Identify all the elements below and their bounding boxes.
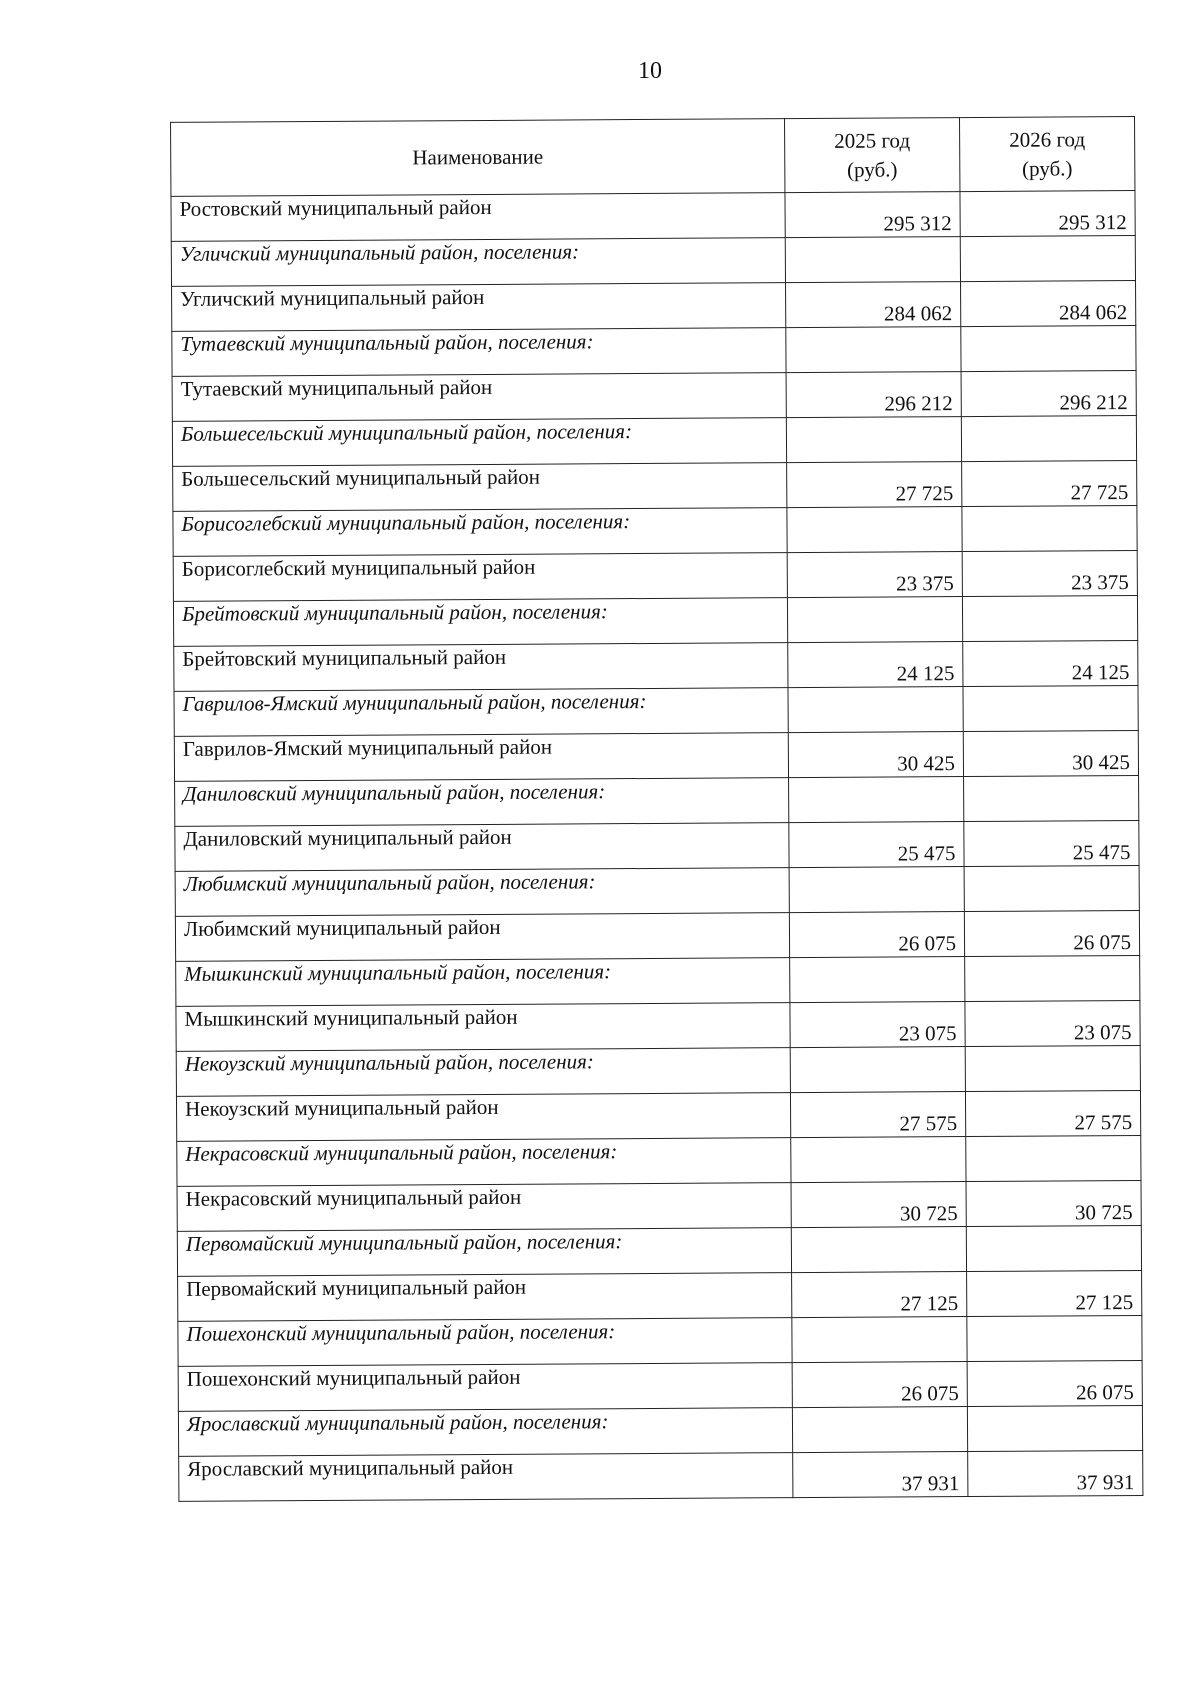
row-value-2025: [790, 957, 965, 1003]
table-row: [172, 281, 1136, 332]
row-value-2025: 296 212: [786, 372, 961, 418]
row-value-2025: [789, 867, 964, 913]
row-name: Первомайский муниципальный район: [178, 1273, 792, 1322]
row-name: Пошехонский муниципальный район: [178, 1363, 792, 1412]
row-value-2026: [965, 1045, 1140, 1091]
row-value-2026: 27 725: [962, 460, 1137, 506]
table-row: [172, 370, 1136, 421]
row-value-2025: [788, 687, 963, 733]
row-value-2025: [787, 507, 962, 553]
row-name: Некоузский муниципальный район: [176, 1093, 790, 1142]
row-value-2025: 27 575: [790, 1092, 965, 1138]
row-name: Первомайский муниципальный район, поселения:: [177, 1228, 791, 1277]
table-row-subheading: [177, 1135, 1141, 1186]
table-row-subheading: [172, 325, 1136, 376]
row-value-2026: [966, 1135, 1141, 1181]
row-value-2026: 296 212: [961, 370, 1136, 416]
table-row-subheading: [176, 955, 1140, 1006]
row-value-2026: [961, 415, 1136, 461]
row-name: Пошехонский муниципальный район, поселения:: [178, 1318, 792, 1367]
header-name: [171, 119, 785, 197]
row-value-2025: 23 375: [787, 552, 962, 598]
row-value-2026: [966, 1225, 1141, 1271]
row-value-2026: 23 375: [962, 550, 1137, 596]
row-name: Тутаевский муниципальный район: [172, 373, 786, 422]
row-name: Ростовский муниципальный район: [171, 193, 785, 242]
header-year-2025-label: 2025 год: [834, 128, 911, 153]
table-row: [173, 550, 1137, 601]
row-name: Борисоглебский муниципальный район: [173, 553, 787, 602]
row-name: Гаврилов-Ямский муниципальный район, поселения:: [174, 688, 788, 737]
row-value-2026: 37 931: [968, 1450, 1143, 1496]
row-value-2025: 30 425: [788, 732, 963, 778]
table-row-subheading: [174, 685, 1138, 736]
row-name: Тутаевский муниципальный район, поселения:: [172, 328, 786, 377]
row-name: Любимский муниципальный район, поселения:: [175, 868, 789, 917]
row-value-2025: 284 062: [786, 282, 961, 328]
table-row: [173, 460, 1137, 511]
row-value-2026: [967, 1405, 1142, 1451]
row-name: Угличский муниципальный район, поселения:: [171, 238, 785, 287]
table-row: [175, 820, 1139, 871]
table-row: [178, 1360, 1142, 1411]
row-value-2025: 23 075: [790, 1002, 965, 1048]
row-value-2026: [961, 325, 1136, 371]
row-value-2026: [962, 505, 1137, 551]
header-row: [171, 117, 1135, 197]
header-year-2026-unit: (руб.): [1022, 155, 1073, 181]
table-row-subheading: [175, 865, 1139, 916]
table-row-subheading: [171, 236, 1135, 287]
row-name: Некрасовский муниципальный район: [177, 1183, 791, 1232]
row-value-2026: [964, 865, 1139, 911]
row-value-2025: 27 125: [792, 1272, 967, 1318]
row-value-2026: 30 425: [963, 730, 1138, 776]
row-name: Ярославский муниципальный район: [179, 1453, 793, 1502]
row-value-2026: [963, 685, 1138, 731]
row-value-2026: 26 075: [967, 1360, 1142, 1406]
row-value-2025: [787, 597, 962, 643]
table-row-subheading: [175, 775, 1139, 826]
row-value-2026: [964, 775, 1139, 821]
header-name-label: Наименование: [412, 144, 544, 170]
header-year-2026: [960, 117, 1135, 192]
row-name: Даниловский муниципальный район, поселения:: [175, 778, 789, 827]
row-value-2026: 30 725: [966, 1180, 1141, 1226]
row-value-2026: 26 075: [964, 910, 1139, 956]
table-row: [171, 191, 1135, 242]
table-header: [171, 117, 1135, 197]
table-body: [171, 191, 1143, 1502]
row-value-2025: 37 931: [793, 1452, 968, 1498]
table-row-subheading: [173, 595, 1137, 646]
row-value-2025: [786, 417, 961, 463]
header-year-2025: [785, 118, 960, 193]
row-name: Борисоглебский муниципальный район, поселения:: [173, 508, 787, 557]
row-value-2026: [960, 236, 1135, 282]
row-name: Даниловский муниципальный район: [175, 823, 789, 872]
table-row: [175, 910, 1139, 961]
row-value-2025: [790, 1047, 965, 1093]
header-year-2026-label: 2026 год: [1009, 127, 1086, 152]
row-name: Некрасовский муниципальный район, поселения:: [177, 1138, 791, 1187]
row-value-2025: [792, 1317, 967, 1363]
row-value-2026: 284 062: [961, 281, 1136, 327]
page-number: 10: [638, 58, 662, 84]
table-row: [179, 1450, 1143, 1501]
row-value-2025: 24 125: [788, 642, 963, 688]
row-name: Мышкинский муниципальный район: [176, 1003, 790, 1052]
table-row-subheading: [177, 1225, 1141, 1276]
table-row-subheading: [178, 1315, 1142, 1366]
row-value-2025: [789, 777, 964, 823]
row-value-2025: 30 725: [791, 1182, 966, 1228]
table-row: [177, 1180, 1141, 1231]
row-value-2026: 295 312: [960, 191, 1135, 237]
table-row: [178, 1270, 1142, 1321]
row-name: Гаврилов-Ямский муниципальный район: [174, 733, 788, 782]
table-row: [176, 1090, 1140, 1141]
table-row-subheading: [172, 415, 1136, 466]
row-name: Большесельский муниципальный район, поселения:: [172, 418, 786, 467]
table-row-subheading: [176, 1045, 1140, 1096]
row-name: Брейтовский муниципальный район: [174, 643, 788, 692]
row-value-2025: 25 475: [789, 822, 964, 868]
table-row-subheading: [178, 1405, 1142, 1456]
row-value-2026: 27 575: [965, 1090, 1140, 1136]
row-value-2026: 25 475: [964, 820, 1139, 866]
table-row: [176, 1000, 1140, 1051]
row-name: Брейтовский муниципальный район, поселения:: [173, 598, 787, 647]
row-value-2026: 23 075: [965, 1000, 1140, 1046]
row-name: Ярославский муниципальный район, поселения:: [178, 1408, 792, 1457]
row-value-2025: [786, 327, 961, 373]
row-name: Угличский муниципальный район: [172, 283, 786, 332]
table-row: [174, 640, 1138, 691]
header-year-2025-unit: (руб.): [847, 156, 898, 182]
row-value-2025: [791, 1137, 966, 1183]
row-value-2025: [785, 237, 960, 283]
row-value-2025: 295 312: [785, 192, 960, 238]
allocation-table: [170, 116, 1143, 1502]
row-name: Большесельский муниципальный район: [173, 463, 787, 512]
row-name: Некоузский муниципальный район, поселения:: [176, 1048, 790, 1097]
row-value-2026: [965, 955, 1140, 1001]
row-name: Мышкинский муниципальный район, поселения:: [176, 958, 790, 1007]
row-value-2026: [962, 595, 1137, 641]
row-value-2026: [967, 1315, 1142, 1361]
row-value-2026: 27 125: [967, 1270, 1142, 1316]
table-row-subheading: [173, 505, 1137, 556]
row-value-2025: [792, 1407, 967, 1453]
row-value-2025: 27 725: [787, 462, 962, 508]
row-value-2025: 26 075: [792, 1362, 967, 1408]
row-name: Любимский муниципальный район: [175, 913, 789, 962]
table-row: [174, 730, 1138, 781]
row-value-2025: [791, 1227, 966, 1273]
row-value-2025: 26 075: [789, 912, 964, 958]
row-value-2026: 24 125: [963, 640, 1138, 686]
